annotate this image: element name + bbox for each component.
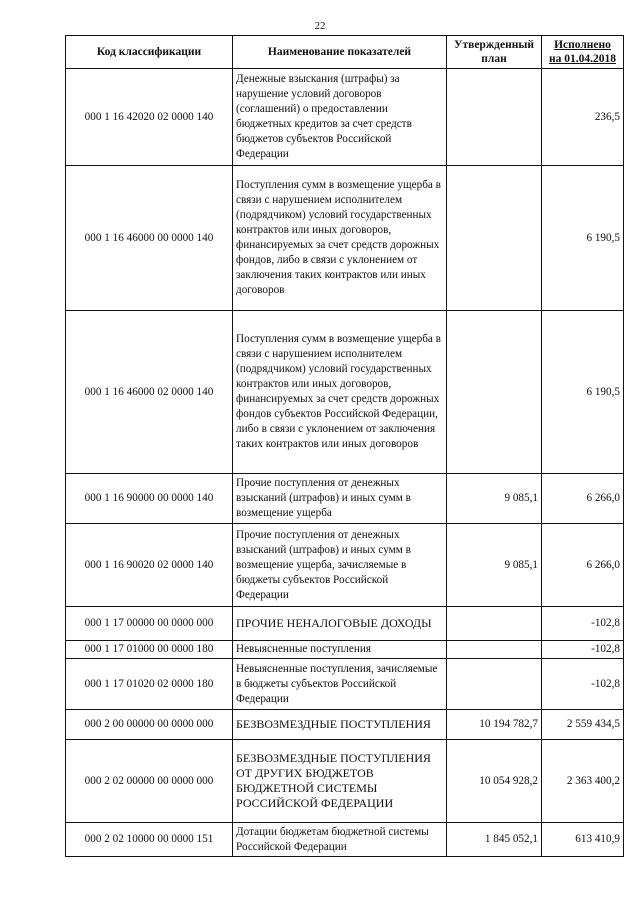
row-plan bbox=[447, 641, 542, 659]
budget-table bbox=[65, 35, 624, 857]
table-row bbox=[66, 740, 624, 823]
row-plan: 10 194 782,7 bbox=[447, 710, 542, 740]
row-name: Прочие поступления от денежных взысканий (штрафов) и иных сумм в возмещение ущерба bbox=[233, 474, 447, 524]
row-code: 000 2 02 10000 00 0000 151 bbox=[66, 823, 233, 857]
table-row bbox=[66, 166, 624, 311]
row-name: Поступления сумм в возмещение ущерба в связи с нарушением исполнителем (подрядчиком) условий государственных контрактов или иных договоров, финансируемых за счет средств дорожных фондов, либо в связи с уклонением от заключения таких контрактов или иных договоров bbox=[233, 166, 447, 311]
row-name: Поступления сумм в возмещение ущерба в связи с нарушением исполнителем (подрядчиком) условий государственных контрактов или иных договоров, финансируемых за счет средств дорожных фондов субъектов Российской Федерации, либо в связи с уклонением от заключения таких контрактов или иных договоров bbox=[233, 311, 447, 474]
row-code: 000 1 16 42020 02 0000 140 bbox=[66, 69, 233, 166]
row-code: 000 1 17 00000 00 0000 000 bbox=[66, 607, 233, 641]
row-plan bbox=[447, 311, 542, 474]
table-header-row bbox=[66, 36, 624, 69]
row-done: 6 190,5 bbox=[542, 311, 624, 474]
table-row bbox=[66, 710, 624, 740]
row-code: 000 1 16 46000 02 0000 140 bbox=[66, 311, 233, 474]
row-plan bbox=[447, 69, 542, 166]
header-done bbox=[542, 36, 624, 69]
header-done-line1: Исполнено bbox=[554, 39, 611, 51]
table-row bbox=[66, 641, 624, 659]
row-plan: 1 845 052,1 bbox=[447, 823, 542, 857]
table-row bbox=[66, 607, 624, 641]
row-plan bbox=[447, 166, 542, 311]
row-done: 613 410,9 bbox=[542, 823, 624, 857]
row-code: 000 2 00 00000 00 0000 000 bbox=[66, 710, 233, 740]
table-row bbox=[66, 311, 624, 474]
table-row bbox=[66, 823, 624, 857]
row-plan: 9 085,1 bbox=[447, 474, 542, 524]
row-name: Прочие поступления от денежных взысканий (штрафов) и иных сумм в возмещение ущерба, зачисляемые в бюджеты субъектов Российской Федерации bbox=[233, 524, 447, 607]
row-plan: 10 054 928,2 bbox=[447, 740, 542, 823]
table-row bbox=[66, 474, 624, 524]
row-done: 6 266,0 bbox=[542, 474, 624, 524]
row-done: 2 559 434,5 bbox=[542, 710, 624, 740]
header-done-line2: на 01.04.2018 bbox=[548, 53, 616, 65]
row-done: 236,5 bbox=[542, 69, 624, 166]
row-plan bbox=[447, 659, 542, 710]
row-done: 2 363 400,2 bbox=[542, 740, 624, 823]
header-plan: Утвержденный план bbox=[447, 36, 542, 69]
row-done: 6 190,5 bbox=[542, 166, 624, 311]
row-name: Дотации бюджетам бюджетной системы Российской Федерации bbox=[233, 823, 447, 857]
table-row bbox=[66, 69, 624, 166]
row-name: БЕЗВОЗМЕЗДНЫЕ ПОСТУПЛЕНИЯ bbox=[233, 710, 447, 740]
row-done: -102,8 bbox=[542, 641, 624, 659]
row-code: 000 1 17 01000 00 0000 180 bbox=[66, 641, 233, 659]
table-row bbox=[66, 524, 624, 607]
row-plan: 9 085,1 bbox=[447, 524, 542, 607]
row-done: -102,8 bbox=[542, 659, 624, 710]
row-name: БЕЗВОЗМЕЗДНЫЕ ПОСТУПЛЕНИЯ ОТ ДРУГИХ БЮДЖЕТОВ БЮДЖЕТНОЙ СИСТЕМЫ РОССИЙСКОЙ ФЕДЕРАЦИИ bbox=[233, 740, 447, 823]
row-name: Невыясненные поступления, зачисляемые в бюджеты субъектов Российской Федерации bbox=[233, 659, 447, 710]
row-code: 000 1 17 01020 02 0000 180 bbox=[66, 659, 233, 710]
row-done: -102,8 bbox=[542, 607, 624, 641]
row-code: 000 1 16 46000 00 0000 140 bbox=[66, 166, 233, 311]
row-done: 6 266,0 bbox=[542, 524, 624, 607]
page-number: 22 bbox=[314, 20, 326, 32]
row-code: 000 1 16 90020 02 0000 140 bbox=[66, 524, 233, 607]
row-plan bbox=[447, 607, 542, 641]
row-code: 000 2 02 00000 00 0000 000 bbox=[66, 740, 233, 823]
row-name: Невыясненные поступления bbox=[233, 641, 447, 659]
header-code: Код классификации bbox=[66, 36, 233, 69]
row-name: ПРОЧИЕ НЕНАЛОГОВЫЕ ДОХОДЫ bbox=[233, 607, 447, 641]
row-name: Денежные взыскания (штрафы) за нарушение условий договоров (соглашений) о предоставлении бюджетных кредитов за счет средств бюджетов субъектов Российской Федерации bbox=[233, 69, 447, 166]
table-row bbox=[66, 659, 624, 710]
header-name: Наименование показателей bbox=[233, 36, 447, 69]
row-code: 000 1 16 90000 00 0000 140 bbox=[66, 474, 233, 524]
